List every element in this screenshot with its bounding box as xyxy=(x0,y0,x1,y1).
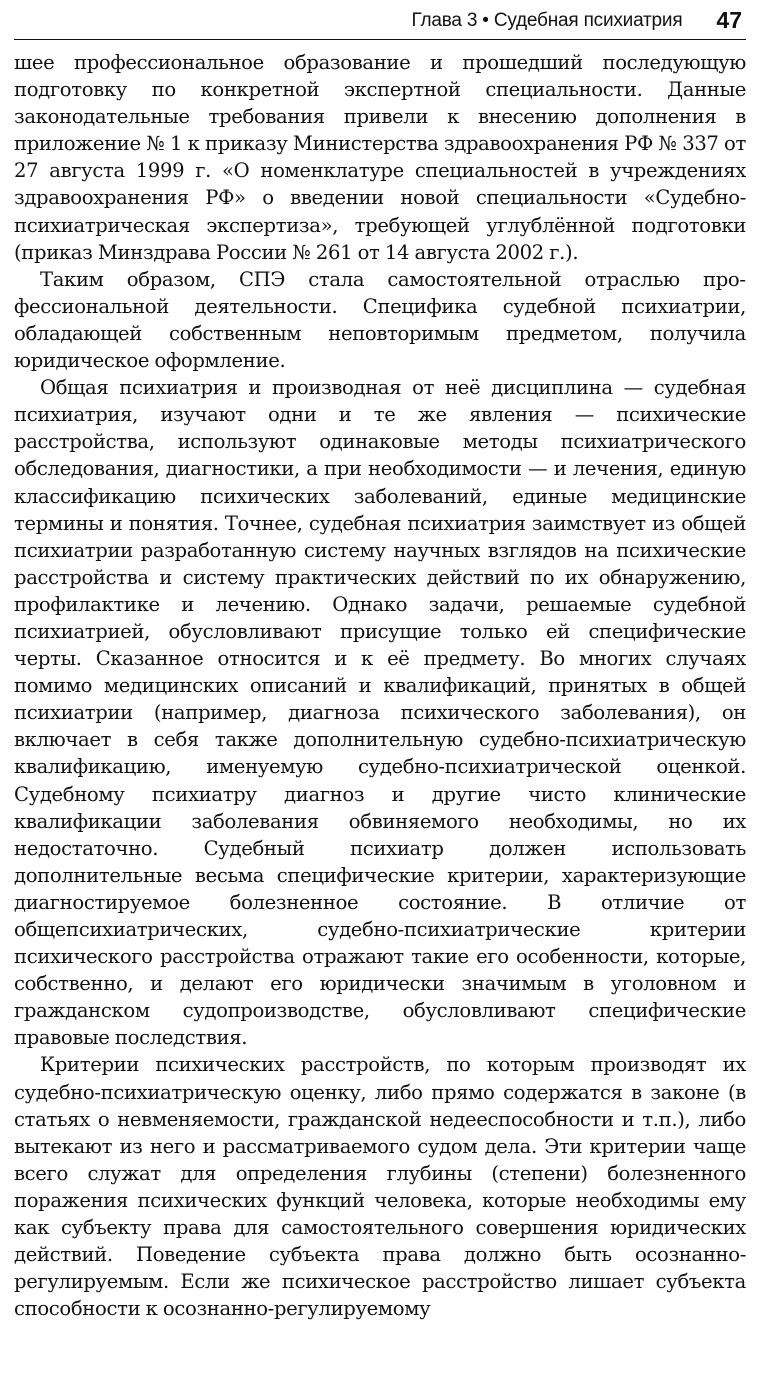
page-number: 47 xyxy=(716,6,742,33)
paragraph-continued: шее профессиональное образование и прошедший последующую подготовку по конкретной экспертной специальности. Данные законодательные требования привели к внесению дополнения в приложение № 1 к приказу Министерства здравоохранения РФ № 337 от 27 августа 1999 г. «О номенклатуре специальностей в учреждениях здравоохранения РФ» о введении новой специальности «Судебно-психиатрическая экспертиза», требующей углублённой подготовки (приказ Минздрава России № 261 от 14 августа 2002 г.). xyxy=(14,51,746,264)
running-header xyxy=(14,0,746,36)
body-text xyxy=(14,49,746,1322)
paragraph: Критерии психических расстройств, по которым производят их судебно-психиатрическую оценку, либо прямо содержатся в законе (в статьях о невменяемости, гражданской недееспособности и т.п.), либо вытекают из него и рассматриваемого судом дела. Эти критерии чаще всего служат для определения глубины (степени) болезненного поражения психических функций человека, которые необходимы ему как субъекту права для самостоятельного совершения юридических действий. Поведение субъекта права должно быть осознанно-регулируемым. Если же психическое расстройство лишает субъекта способности к осознанно-регулируемому xyxy=(14,1053,746,1321)
paragraph: Общая психиатрия и производная от неё дисциплина — судебная психиатрия, изучают одни и те же явления — психические расстройства, используют одинаковые методы психиатрического обследования, диагностики, а при необходимости — и лечения, единую классификацию психических заболеваний, единые медицинские термины и понятия. Точнее, судебная психиатрия заимствует из общей психиатрии разработанную систему научных взглядов на психические расстройства и систему практических действий по их обнаружению, профилактике и лечению. Однако задачи, решаемые судебной психиатрией, обусловливают присущие только ей специфические черты. Сказанное относится и к её предмету. Во многих случаях помимо медицинских описаний и квалификаций, принятых в общей психиатрии (например, диагноза психического заболевания), он включает в себя также дополнительную судебно-психиатрическую квалификацию, именуемую судебно-психиатрической оценкой. Судебному психиатру диагноз и другие чисто клинические квалификации заболевания обвиняемого необходимы, но их недостаточно. Судебный психиатр должен использовать дополнительные весьма специфические критерии, характеризующие диагностируемое болезненное состояние. В отличие от общепсихиатрических, судебно-психиатрические критерии психического расстройства отражают такие его особенности, которые, собственно, и делают его юридически значимым в уголовном и гражданском судопроизводстве, обусловливают специфические правовые последствия. xyxy=(14,376,746,1050)
chapter-title: Глава 3 • Судебная психиатрия xyxy=(411,10,683,31)
paragraph: Таким образом, СПЭ стала самостоятельной отраслью профессиональной деятельности. Специфика судебной психиатрии, обладающей собственным неповторимым предметом, получила юридическое оформление. xyxy=(14,267,746,373)
header-rule xyxy=(14,39,746,40)
